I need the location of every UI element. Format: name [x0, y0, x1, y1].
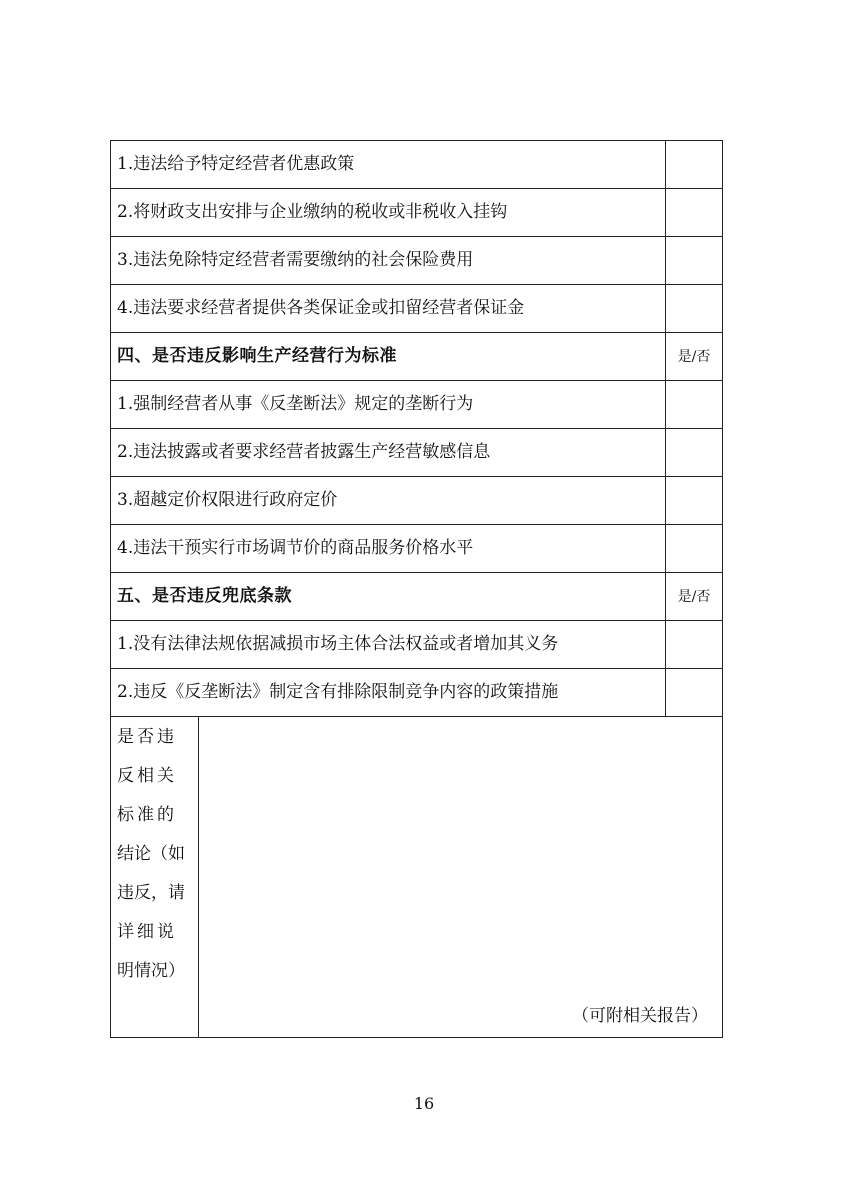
table-row [111, 525, 723, 573]
row-text: 2.违法披露或者要求经营者披露生产经营敏感信息 [111, 429, 666, 477]
answer-cell[interactable] [666, 429, 723, 477]
table-row [111, 477, 723, 525]
answer-cell[interactable] [666, 189, 723, 237]
conclusion-label [111, 717, 199, 1038]
review-checklist-table [110, 140, 723, 1038]
conclusion-label-line: 是否违 [117, 727, 177, 747]
table-row [111, 189, 723, 237]
conclusion-label-line: 标准的 [117, 805, 177, 825]
page-number: 16 [413, 1094, 435, 1113]
table-row [111, 381, 723, 429]
row-text: 2.将财政支出安排与企业缴纳的税收或非税收入挂钩 [111, 189, 666, 237]
conclusion-label-line: 违反，请 [117, 883, 185, 903]
table-row [111, 429, 723, 477]
conclusion-input-area[interactable] [199, 717, 723, 1038]
answer-cell[interactable] [666, 381, 723, 429]
row-text: 4.违法干预实行市场调节价的商品服务价格水平 [111, 525, 666, 573]
answer-cell[interactable] [666, 621, 723, 669]
conclusion-row [111, 717, 723, 1038]
answer-cell[interactable] [666, 525, 723, 573]
table-row [111, 141, 723, 189]
answer-cell[interactable] [666, 669, 723, 717]
conclusion-label-line: 详细说 [117, 922, 177, 942]
section-header-row [111, 333, 723, 381]
section-5-title: 五、是否违反兜底条款 [111, 573, 666, 621]
row-text: 3.违法免除特定经营者需要缴纳的社会保险费用 [111, 237, 666, 285]
section-4-yes-no-label: 是/否 [666, 333, 723, 381]
conclusion-label-line: 明情况） [117, 961, 185, 981]
answer-cell[interactable] [666, 477, 723, 525]
row-text: 1.没有法律法规依据减损市场主体合法权益或者增加其义务 [111, 621, 666, 669]
section-5-yes-no-label: 是/否 [666, 573, 723, 621]
attachment-note: （可附相关报告） [572, 1006, 709, 1026]
section-4-title: 四、是否违反影响生产经营行为标准 [111, 333, 666, 381]
row-text: 1.违法给予特定经营者优惠政策 [111, 141, 666, 189]
table-row [111, 285, 723, 333]
table-row [111, 669, 723, 717]
row-text: 2.违反《反垄断法》制定含有排除限制竞争内容的政策措施 [111, 669, 666, 717]
row-text: 1.强制经营者从事《反垄断法》规定的垄断行为 [111, 381, 666, 429]
section-header-row [111, 573, 723, 621]
row-text: 4.违法要求经营者提供各类保证金或扣留经营者保证金 [111, 285, 666, 333]
answer-cell[interactable] [666, 141, 723, 189]
conclusion-label-line: 结论（如 [117, 844, 185, 864]
answer-cell[interactable] [666, 237, 723, 285]
conclusion-label-line: 反相关 [117, 766, 177, 786]
table-row [111, 237, 723, 285]
answer-cell[interactable] [666, 285, 723, 333]
table-row [111, 621, 723, 669]
row-text: 3.超越定价权限进行政府定价 [111, 477, 666, 525]
